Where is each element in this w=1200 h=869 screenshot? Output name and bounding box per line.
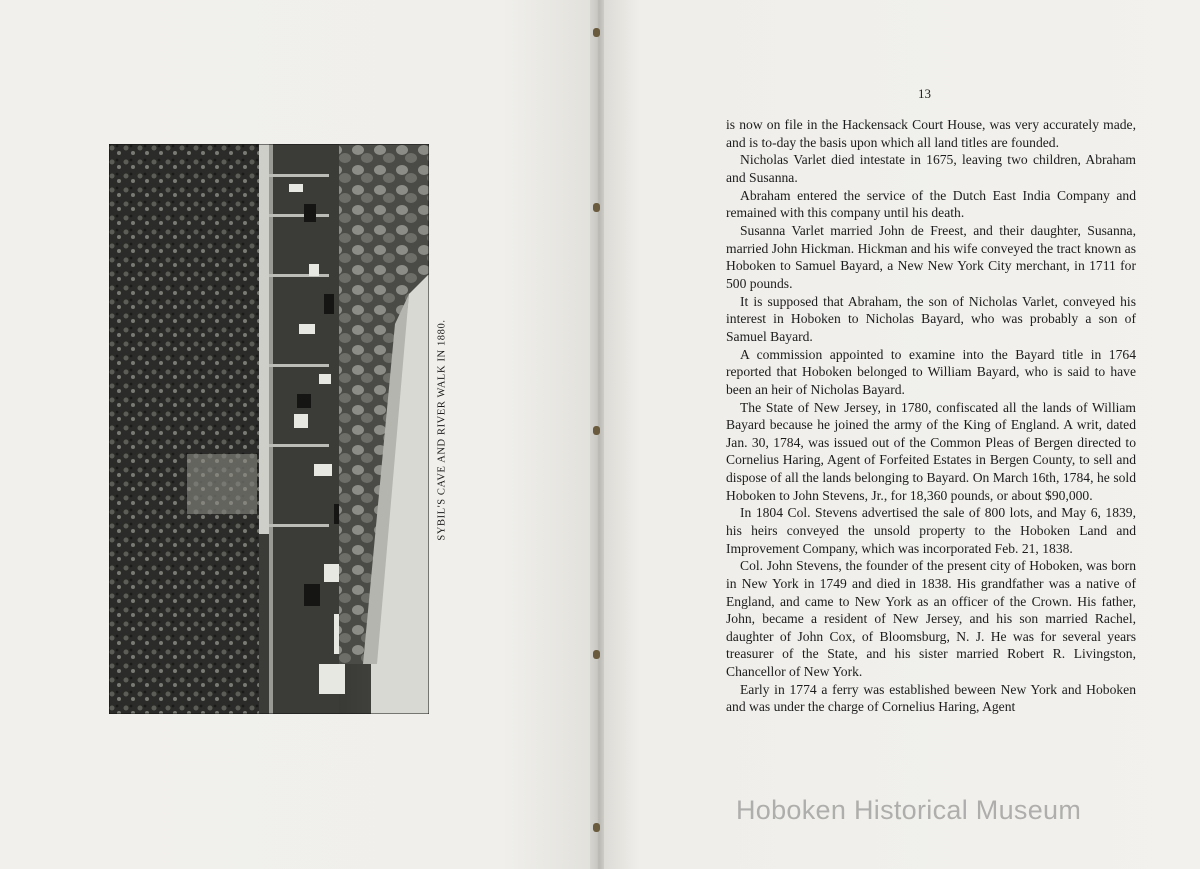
paragraph: Early in 1774 a ferry was established beween New York and Hoboken and was under the charge of Cornelius Haring, Agent — [726, 681, 1136, 715]
left-page — [0, 0, 592, 869]
page-number: 13 — [918, 86, 931, 101]
museum-watermark: Hoboken Historical Museum — [736, 795, 1082, 825]
photo-caption: SYBIL'S CAVE AND RIVER WALK IN 1880. — [436, 319, 448, 541]
binding-stitch — [593, 426, 600, 435]
binding-stitch — [593, 650, 600, 659]
binding-stitch — [593, 203, 600, 212]
paragraph: Susanna Varlet married John de Freest, and their daughter, Susanna, married John Hickman. Hickman and his wife conveyed the tract known as Hoboken to Samuel Bayard, a New New York City merchant, in 1711 for 500 pounds. — [726, 223, 1136, 291]
paragraph: Col. John Stevens, the founder of the present city of Hoboken, was born in New York in 1749 and died in 1838. His grandfather was a native of England, and came to New York as an officer of the Crown. His father, John, became a resident of New Jersey, and his son married Rachel, daughter of John Cox, of Bloomsburg, N. J. He was for several years treasurer of the State, and his sister married Robert R. Livingston, Chancellor of New York. — [726, 558, 1136, 679]
photograph-illustration — [109, 144, 429, 714]
binding-stitch — [593, 823, 600, 832]
paragraph: Abraham entered the service of the Dutch East India Company and remained with this company until his death. — [726, 187, 1136, 221]
paragraph: A commission appointed to examine into the Bayard title in 1764 reported that Hoboken belonged to William Bayard, who is said to have been an heir of Nicholas Bayard. — [726, 346, 1136, 397]
binding-stitch — [593, 28, 600, 37]
paragraph: Nicholas Varlet died intestate in 1675, leaving two children, Abraham and Susanna. — [726, 152, 1136, 185]
paragraph: It is supposed that Abraham, the son of Nicholas Varlet, conveyed his interest in Hoboken to Nicholas Bayard, who was probably a son of Samuel Bayard. — [726, 293, 1136, 344]
paragraph: is now on file in the Hackensack Court House, was very accurately made, and is to-day the basis upon which all land titles are founded. — [726, 117, 1136, 150]
body-text — [726, 116, 1136, 716]
paragraph: In 1804 Col. Stevens advertised the sale of 800 lots, and May 6, 1839, his heirs conveyed the unsold property to the Hoboken Land and Improvement Company, which was incorporated Feb. 21, 1838. — [726, 505, 1136, 556]
historic-photograph — [109, 144, 429, 714]
paragraph: The State of New Jersey, in 1780, confiscated all the lands of William Bayard because he joined the army of the King of England. A writ, dated Jan. 30, 1784, was issued out of the Common Pleas of Bergen directed to Cornelius Haring, Agent of Forfeited Estates in Bergen County, to sell and dispose of all the lands belonging to Bayard. On March 16th, 1784, he sold Hoboken to John Stevens, Jr., for 18,360 pounds, or about $90,000. — [726, 399, 1136, 503]
